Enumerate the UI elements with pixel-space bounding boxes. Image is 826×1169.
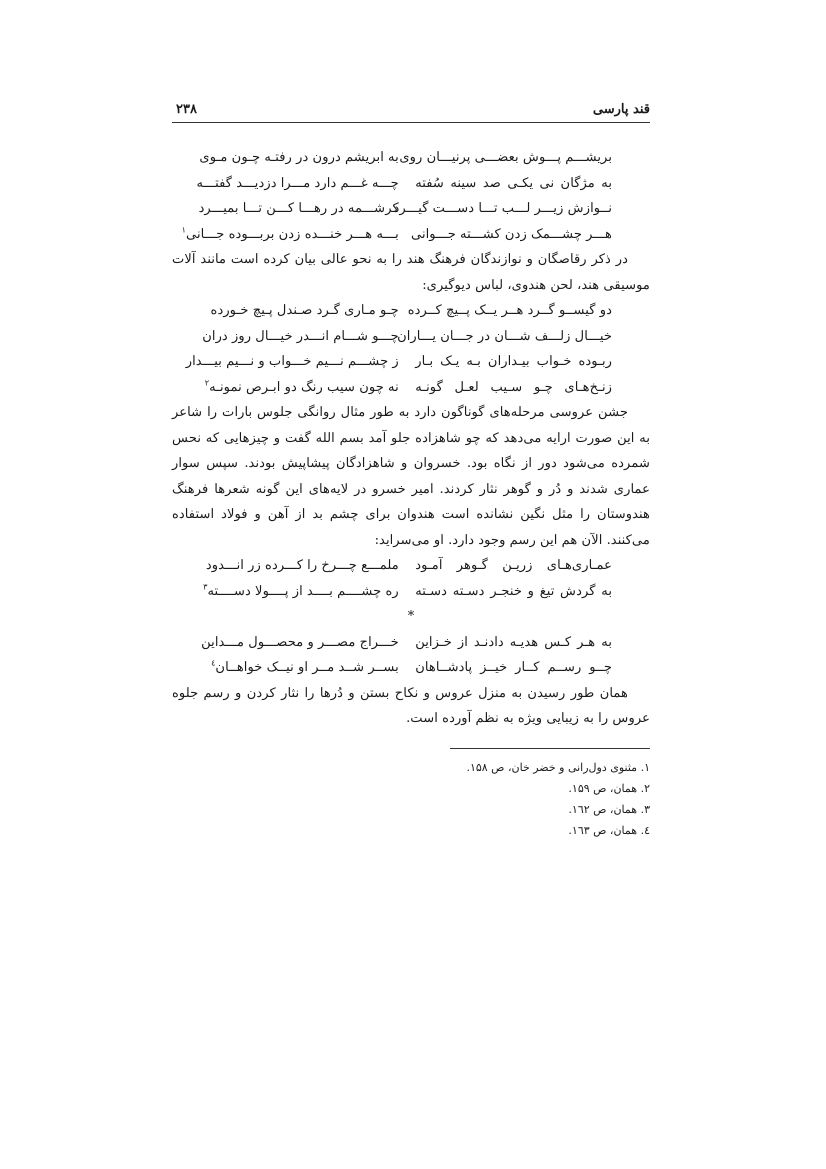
first-hemistich: خیـــال زلـــف شـــان در جـــان یـــاران — [397, 328, 612, 344]
second-hemistich — [202, 630, 399, 656]
second-hemistich-text: ز چشـــم نـــیم خـــواب و نـــیم بیـــدار — [185, 354, 399, 369]
footnote-ref[interactable]: ٤ — [211, 658, 216, 668]
second-hemistich — [198, 196, 399, 222]
second-hemistich-text: ره چشــــم بــــد از پــــولا دســــته — [207, 583, 399, 599]
second-hemistich-text: بســر شــد مــر او نیــک خواهــان — [215, 660, 399, 675]
verse-block-3 — [202, 553, 612, 604]
couplet — [202, 298, 612, 324]
footnote: ۲. همان، ص ۱۵۹. — [568, 781, 650, 795]
couplet — [202, 553, 612, 579]
second-hemistich-text: چـــو شـــام انـــدر خیـــال روز دران — [202, 328, 399, 344]
couplet — [202, 324, 612, 350]
footnote-ref[interactable]: ۲ — [204, 378, 210, 388]
couplet — [202, 630, 612, 656]
first-hemistich: نــوازش زیـــر لـــب تـــا دســـت گیـــرد — [393, 201, 612, 216]
footnote: ۱. مثنوی دول‌رانی و خضر خان، ص ۱۵۸. — [466, 760, 650, 774]
verse-block-1 — [181, 145, 612, 247]
footnote-divider — [450, 748, 650, 749]
couplet — [202, 375, 612, 401]
couplet — [181, 222, 612, 248]
first-hemistich: بریشـــم پـــوش بعضـــی پرنیـــان روی — [399, 150, 612, 165]
second-hemistich-text: نه چون سیب رنگ دو ابـرص نمونـه — [209, 379, 399, 395]
second-hemistich-text: بـــه هـــر خنـــده زدن بربـــوده جـــانی — [185, 226, 399, 242]
verse-block-2 — [185, 298, 612, 400]
verse-block-4 — [202, 630, 612, 681]
second-hemistich-text: چـــه غـــم دارد مـــرا دزدیـــد گفتـــه — [196, 175, 399, 191]
page-number: ۲۳۸ — [176, 102, 197, 117]
second-hemistich — [202, 375, 399, 401]
second-hemistich — [202, 579, 399, 605]
couplet — [198, 196, 612, 222]
paragraph: جشن عروسی مرحله‌های گوناگون دارد به طور مثال روانگی جلوس بارات را شاعر به این صورت ارایه می‌دهد که چو شاهزاده جلو آمد بسم الله گفت و چیزهایی که نحس شمرده می‌شود دور از نگاه بود. خسروان و شاهزادگان پیشاپیش بودند. سپس سوار عماری شدند و دُر و گوهر نثار کردند. امیر خسرو در لایه‌های این گونه شعرها فرهنگ هندوستان را مثل نگین نشانده است هندوان برای چشم بد از آهن و فولاد استفاده می‌کنند. الآن هم این رسم وجود دارد. او می‌سراید: — [172, 405, 650, 548]
second-hemistich-text: کرشـــمه در رهـــا کـــن تـــا بمیـــرد — [198, 201, 399, 216]
couplet — [199, 145, 612, 171]
second-hemistich — [202, 324, 399, 350]
couplet — [202, 655, 612, 681]
running-title: قند پارسی — [592, 102, 650, 117]
footnote: ٤. همان، ص ۱٦۳. — [568, 823, 650, 837]
paragraph: در ذکر رقاصگان و نوازندگان فرهنگ هند را به نحو عالی بیان کرده است مانند آلات موسیقی هند، لحن هندوی، لباس دیوگیری: — [172, 252, 650, 293]
second-hemistich — [185, 349, 399, 375]
couplet — [185, 349, 612, 375]
first-hemistich: چــو رســم کــار خیــز پادشــاهان — [415, 660, 612, 675]
footnotes — [172, 757, 650, 841]
second-hemistich-text: ملمـــع چـــرخ را کـــرده زر انـــدود — [205, 558, 399, 573]
second-hemistich — [202, 655, 399, 681]
first-hemistich: دو گیســو گــرد هــر یــک پــیچ کــرده — [407, 303, 612, 318]
footnote-ref[interactable]: ۳ — [203, 582, 208, 592]
section-separator: * — [407, 609, 415, 624]
second-hemistich-text: خـــراج مصـــر و محصـــول مـــداین — [201, 634, 399, 650]
second-hemistich — [199, 145, 399, 171]
first-hemistich: به هـر کـس هدیـه دادنـد از خـزاین — [415, 634, 612, 650]
first-hemistich: به گردش تیغ و خنجـر دسـته دسـته — [415, 583, 612, 599]
first-hemistich: عمـاری‌هـای زریـن گـوهر آمـود — [415, 558, 612, 573]
second-hemistich-text: چـو مـاری گـرد صـندل پـیچ خـورده — [210, 303, 399, 318]
book-page — [172, 96, 650, 996]
second-hemistich — [202, 553, 399, 579]
first-hemistich: زنـخ‌هـای چـو سـیب لعـل گونـه — [415, 379, 612, 395]
first-hemistich: هـــر چشـــمک زدن کشـــته جـــوانی — [410, 226, 612, 242]
second-hemistich-text: به ابریشم درون در رفتـه چـون مـوی — [199, 150, 399, 165]
first-hemistich: ربـوده خـواب بیـداران بـه یـک بـار — [415, 354, 612, 369]
footnote-ref[interactable]: ۱ — [181, 225, 186, 235]
second-hemistich — [181, 222, 399, 248]
second-hemistich — [196, 171, 399, 197]
page-header — [172, 96, 650, 123]
second-hemistich — [202, 298, 399, 324]
couplet — [202, 579, 612, 605]
first-hemistich: به مژگان نی یکـی صد سینه سُفته — [415, 175, 612, 191]
couplet — [196, 171, 612, 197]
paragraph: همان طور رسیدن به منزل عروس و نکاح بستن و دُرها را نثار کردن و رسم جلوه عروس را به زیبایی ویژه به نظم آورده است. — [172, 685, 650, 726]
page-body — [172, 145, 650, 841]
footnote: ۳. همان، ص ۱٦۲. — [568, 802, 650, 816]
